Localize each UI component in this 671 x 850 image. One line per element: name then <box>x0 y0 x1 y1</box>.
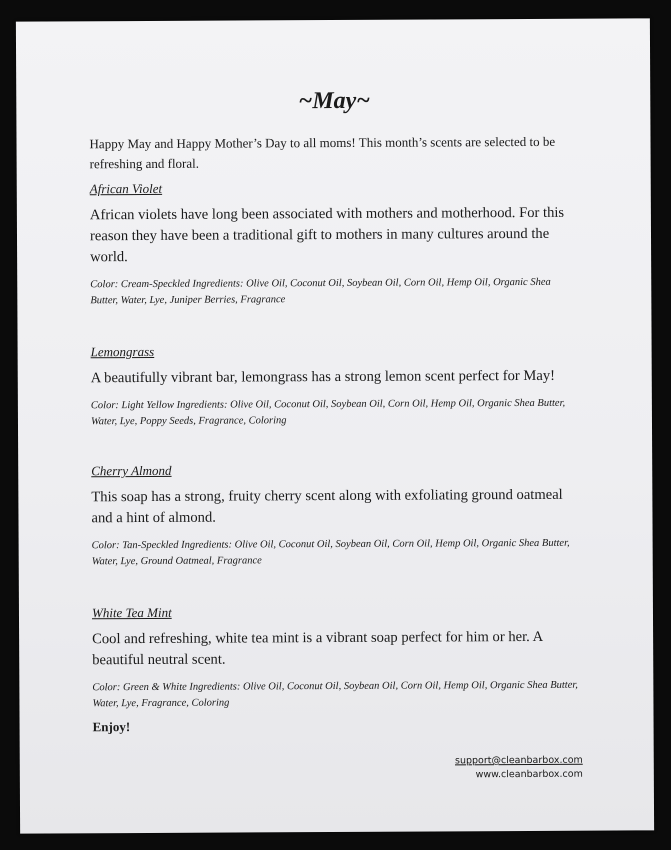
scent-heading: Lemongrass <box>90 343 155 360</box>
scent-ingredients: Color: Light Yellow Ingredients: Olive Oil, Coconut Oil, Soybean Oil, Corn Oil, Hemp Oil, Organic Shea Butter, Water, Lye, Poppy Seeds, Fragrance, Coloring <box>90 397 566 428</box>
closing-text: Enjoy! <box>92 719 131 735</box>
intro-text: Happy May and Happy Mother’s Day to all moms! This month’s scents are selected to be refreshing and floral. <box>89 133 556 172</box>
scent-heading: African Violet <box>89 180 163 197</box>
scent-description: A beautifully vibrant bar, lemongrass has a strong lemon scent perfect for May! <box>90 367 556 387</box>
scent-heading: Cherry Almond <box>91 462 172 479</box>
contact-footer <box>455 754 583 783</box>
letter-content <box>89 19 583 781</box>
support-email-link[interactable]: support@cleanbarbox.com <box>454 754 583 767</box>
scent-ingredients: Color: Green & White Ingredients: Olive Oil, Coconut Oil, Soybean Oil, Corn Oil, Hemp Oil, Organic Shea Butter, Water, Lye, Fragrance, Coloring <box>92 679 578 710</box>
scent-section-african-violet <box>90 179 581 310</box>
scent-section-lemongrass <box>91 342 581 431</box>
scent-description: This soap has a strong, fruity cherry scent along with exfoliating ground oatmeal and a hint of almond. <box>91 486 563 527</box>
scent-ingredients: Color: Tan-Speckled Ingredients: Olive Oil, Coconut Oil, Soybean Oil, Corn Oil, Hemp Oil, Organic Shea Butter, Water, Lye, Ground Oatmeal, Fragrance <box>91 537 570 568</box>
page-title: ~May~ <box>298 87 371 115</box>
scent-ingredients: Color: Cream-Speckled Ingredients: Olive Oil, Coconut Oil, Soybean Oil, Corn Oil, Hemp Oil, Organic Shea Butter, Water, Lye, Juniper Berries, Fragrance <box>90 276 551 307</box>
letter-paper <box>16 18 654 833</box>
scent-heading: White Tea Mint <box>91 604 172 621</box>
scent-description: Cool and refreshing, white tea mint is a vibrant soap perfect for him or her. A beautiful neutral scent. <box>92 628 543 669</box>
scent-section-cherry-almond <box>91 461 582 571</box>
scent-description: African violets have long been associated with mothers and motherhood. For this reason they have been a traditional gift to mothers in many cultures around the world. <box>89 204 565 266</box>
scent-section-white-tea-mint <box>92 603 583 713</box>
website-text: www.cleanbarbox.com <box>475 768 583 781</box>
